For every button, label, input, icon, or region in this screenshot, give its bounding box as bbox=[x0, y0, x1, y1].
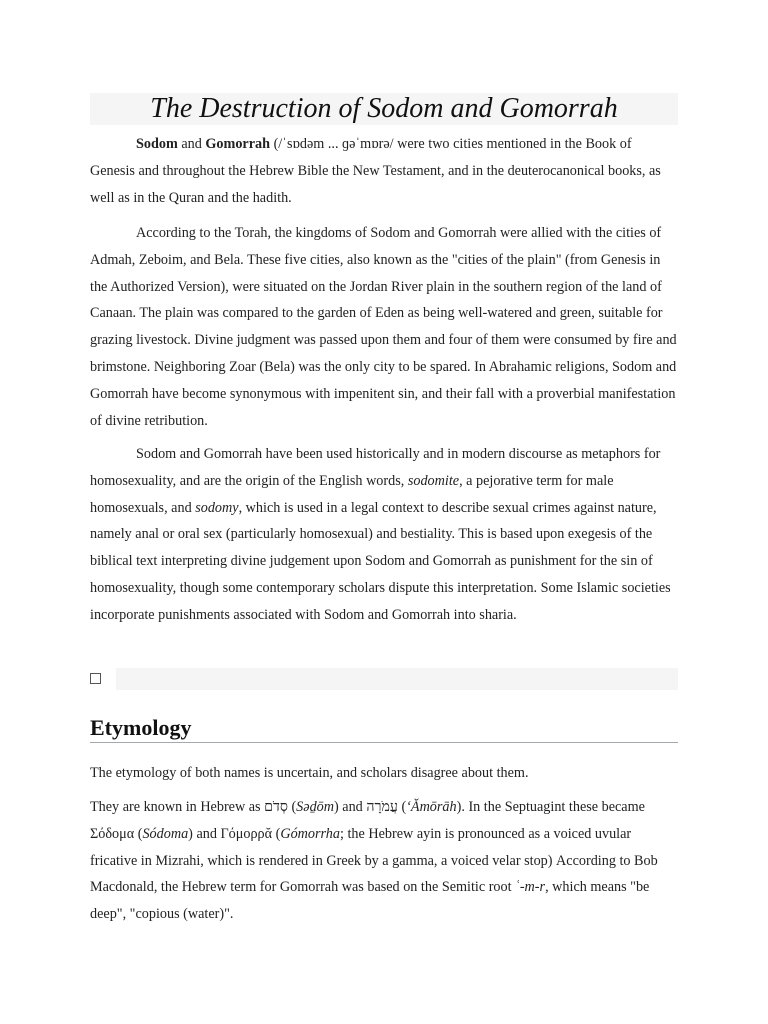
term-sodomy: sodomy bbox=[195, 499, 239, 516]
metaphor-paragraph bbox=[90, 441, 680, 629]
broken-image-icon[interactable] bbox=[90, 673, 101, 684]
etymology-paragraph-1: The etymology of both names is uncertain, and scholars disagree about them. bbox=[90, 765, 529, 781]
etym-text-c: ). In the Septuagint these became Σόδομα ( bbox=[90, 799, 645, 842]
term-sedom: Səḏōm bbox=[296, 799, 334, 815]
term-sodomite: sodomite bbox=[407, 472, 460, 489]
term-sodoma: Sódoma bbox=[142, 825, 189, 842]
intro-paragraph bbox=[90, 131, 680, 211]
term-sodom: Sodom bbox=[136, 136, 178, 152]
image-placeholder-row bbox=[90, 668, 678, 690]
torah-paragraph: According to the Torah, the kingdoms of Sodom and Gomorrah were allied with the cities of Admah, Zeboim, and Bela. These five cities, also known as the "cities of the plain" (from Genesis in the Authorized Version), were situated on the Jordan River plain in the southern region of the land of Canaan. The plain was compared to the garden of Eden as being well-watered and green, suitable for grazing livestock. Divine judgment was passed upon them and four of them were consumed by fire and brimstone. Neighboring Zoar (Bela) was the only city to be spared. In Abrahamic religions, Sodom and Gomorrah have become synonymous with impenitent sin, and their fall with a proverbial manifestation of divine retribution. bbox=[90, 225, 677, 429]
title-bar bbox=[90, 93, 678, 125]
etym-text-f: , which means "be deep", "copious (water)". bbox=[90, 879, 650, 923]
etym-text-e: ; the Hebrew ayin is pronounced as a voiced uvular fricative in Mizrahi, which is rendered in Greek by a gamma, a voiced velar stop) According to Bob Macdonald, the Hebrew term for Gomorrah was based on the Semitic root bbox=[90, 825, 658, 896]
etym-text-b: ) and עֲמֹרָה ( bbox=[334, 799, 407, 815]
term-root: ʿ-m-r bbox=[515, 879, 546, 896]
term-amorah: ʻĂmōrāh bbox=[406, 799, 457, 815]
metaphor-text-c: , which is used in a legal context to describe sexual crimes against nature, namely anal or oral sex (particularly homosexual) and bestiality. This is based upon exegesis of the biblical text interpreting divine judgement upon Sodom and Gomorrah as punishment for the sin of homosexuality, though some contemporary scholars dispute this interpretation. Some Islamic societies incorporate punishments associated with Sodom and Gomorrah into sharia. bbox=[90, 499, 671, 623]
image-caption-bar bbox=[116, 668, 678, 690]
term-gomorrha: Gómorrha bbox=[280, 825, 340, 842]
intro-text: (/ˈsɒdəm ... ɡəˈmɒrə/ were two cities mentioned in the Book of Genesis and throughout the Hebrew Bible the New Testament, and in the deuterocanonical books, as well as in the Quran and the hadith. bbox=[90, 136, 661, 206]
metaphor-text-a: Sodom and Gomorrah have been used historically and in modern discourse as metaphors for homosexuality, and are the origin of the English words, bbox=[90, 446, 661, 489]
etym-text-d: ) and Γόμορρᾰ ( bbox=[188, 825, 281, 842]
term-gomorrah: Gomorrah bbox=[205, 136, 271, 152]
etym-text-a: They are known in Hebrew as סְדֹם ( bbox=[90, 799, 297, 815]
page-title: The Destruction of Sodom and Gomorrah bbox=[150, 93, 618, 124]
intro-and: and bbox=[177, 136, 206, 152]
etymology-paragraph-2 bbox=[90, 794, 680, 928]
metaphor-text-b: , a pejorative term for male homosexuals, and bbox=[90, 472, 614, 516]
section-heading-etymology: Etymology bbox=[90, 714, 678, 743]
